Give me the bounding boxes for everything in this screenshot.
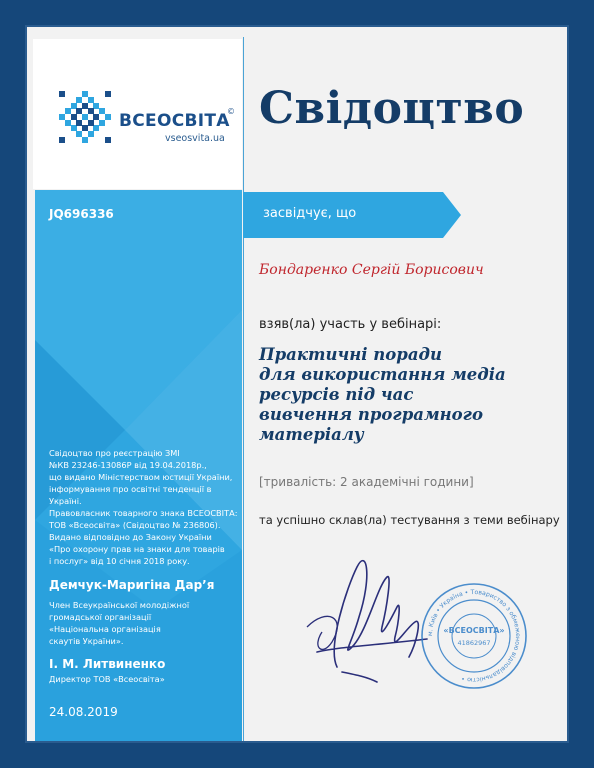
webinar-title-line: матеріалу (259, 425, 364, 444)
webinar-title-line: Практичні поради (259, 345, 442, 364)
legal-line: Правовласник товарного знака ВСЕОСВІТА: (49, 508, 238, 518)
testing-label: та успішно склав(ла) тестування з теми вебінару (259, 513, 560, 527)
stamp-ring-text: м. Київ • Україна • Товариство з обмеженою відповідальністю • (426, 588, 522, 684)
signatory-desc-line: громадської організації (49, 612, 152, 622)
logo-registered-mark: © (227, 107, 235, 116)
vertical-divider (243, 37, 244, 743)
webinar-title-line: вивчення програмного (259, 405, 483, 424)
issue-date: 24.08.2019 (49, 705, 118, 719)
signatory-desc-line: Член Всеукраїнської молодіжної (49, 600, 190, 610)
official-stamp (419, 581, 529, 691)
webinar-title (259, 345, 559, 445)
legal-line: і послуг» від 10 січня 2018 року. (49, 556, 190, 566)
recipient-name: Бондаренко Сергій Борисович (259, 262, 484, 278)
duration-label: [тривалість: 2 академічні години] (259, 475, 474, 489)
signatory-desc-line: «Національна організація (49, 624, 161, 634)
signatory-desc-line: скаутів України». (49, 636, 124, 646)
signatory-name: Демчук-Маригіна Дар’я (49, 578, 215, 592)
participation-label: взяв(ла) участь у вебінарі: (259, 317, 442, 332)
director-title: Директор ТОВ «Всеосвіта» (49, 674, 165, 684)
signatory-description (49, 599, 234, 647)
snowflake-logo-icon (55, 87, 115, 147)
logo-brand-name: ВСЕОСВІТА (119, 111, 230, 131)
certificate-title: Свідоцтво (259, 83, 525, 134)
legal-line: №КВ 23246-13086Р від 19.04.2018р., (49, 460, 207, 470)
logo-panel (33, 39, 242, 189)
certificate-paper (25, 25, 569, 743)
logo-url: vseosvita.ua (165, 133, 225, 144)
director-name: І. М. Литвиненко (49, 657, 166, 671)
certificate-id: JQ696336 (49, 207, 114, 221)
legal-line: Видано відповідно до Закону України (49, 532, 212, 542)
legal-line: Свідоцтво про реєстрацію ЗМІ (49, 448, 180, 458)
legal-notice (49, 447, 239, 567)
svg-text:м. Київ • Україна • Товариство (427, 589, 521, 684)
legal-line: що видано Міністерством юстиції України, (49, 472, 233, 482)
webinar-title-line: для використання медіа (259, 365, 506, 384)
certifies-label: засвідчує, що (263, 206, 357, 221)
legal-line: «Про охорону прав на знаки для товарів (49, 544, 225, 554)
stamp-code-text: 41862967 (457, 639, 491, 647)
webinar-title-line: ресурсів під час (259, 385, 414, 404)
stamp-center-text: «ВСЕОСВІТА» (443, 626, 505, 635)
legal-line: інформування про освітні тенденції в Україні. (49, 484, 212, 506)
legal-line: ТОВ «Всеосвіта» (Свідоцтво № 236806). (49, 520, 221, 530)
